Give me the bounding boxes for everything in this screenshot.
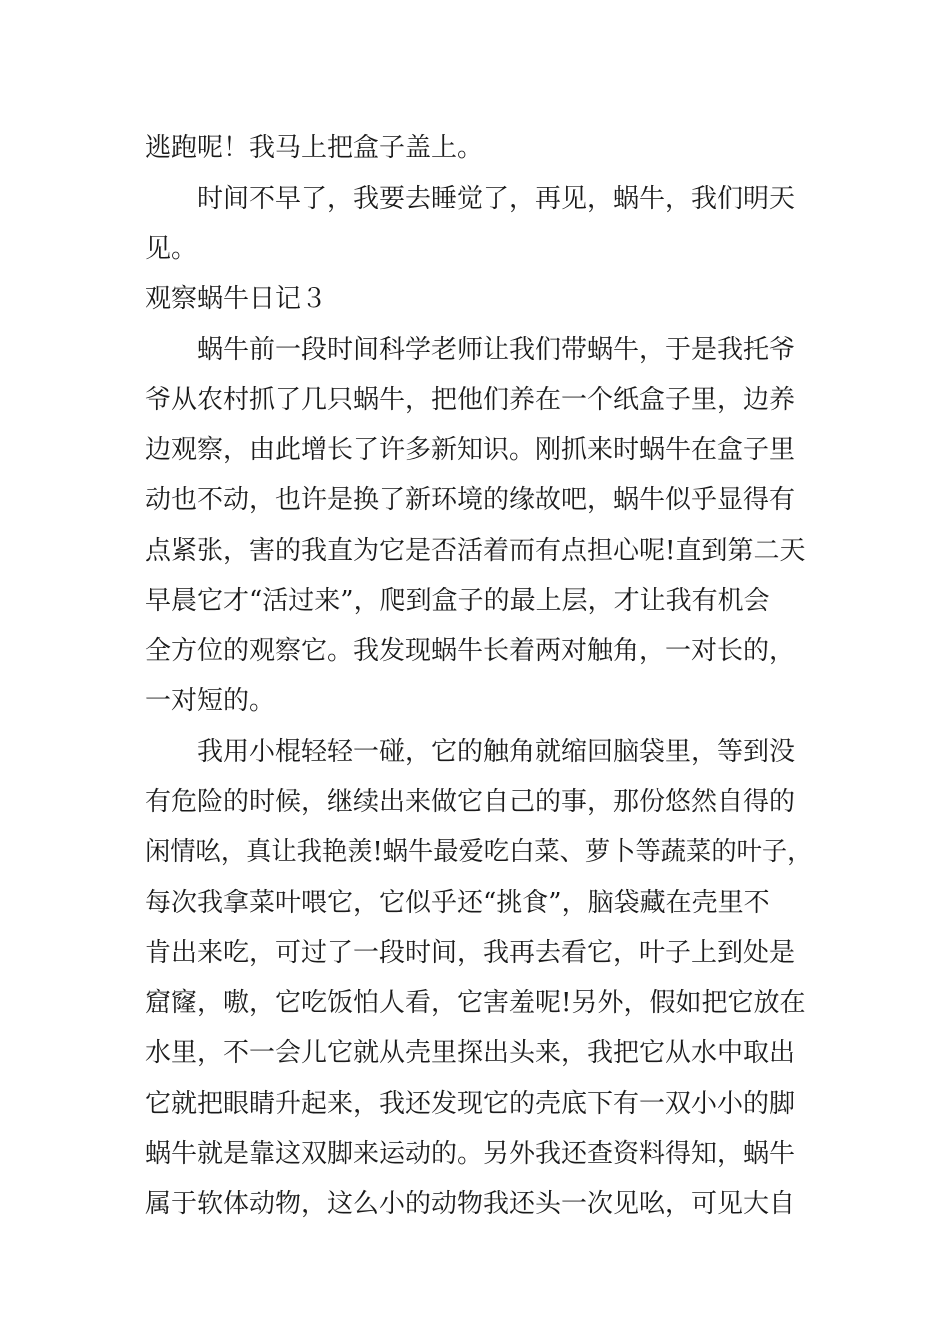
- text-line: 一对短的。: [145, 686, 276, 716]
- text-line: 全方位的观察它。我发现蜗牛长着两对触角，一对长的，: [145, 636, 796, 666]
- text-line: 点紧张，害的我直为它是否活着而有点担心呢!直到第二天: [145, 536, 806, 566]
- section-heading: 观察蜗牛日记３: [145, 284, 328, 314]
- text-line: 蜗牛就是靠这双脚来运动的。另外我还查资料得知，蜗牛: [145, 1139, 796, 1169]
- paragraph-first-line: 时间不早了，我要去睡觉了，再见，蜗牛，我们明天: [197, 184, 796, 214]
- paragraph-first-line: 蜗牛前一段时间科学老师让我们带蜗牛，于是我托爷: [197, 335, 796, 365]
- text-line: 见。: [145, 234, 198, 264]
- text-line: 它就把眼睛升起来，我还发现它的壳底下有一双小小的脚: [145, 1089, 796, 1119]
- text-line: 属于软体动物，这么小的动物我还头一次见吆，可见大自: [145, 1189, 796, 1219]
- text-line: 逃跑呢！我马上把盒子盖上。: [145, 133, 484, 163]
- text-line: 水里，不一会儿它就从壳里探出头来，我把它从水中取出: [145, 1038, 796, 1068]
- text-line: 早晨它才“活过来”，爬到盒子的最上层，才让我有机会: [145, 586, 770, 616]
- text-line: 每次我拿菜叶喂它，它似乎还“挑食”，脑袋藏在壳里不: [145, 888, 770, 918]
- text-line: 有危险的时候，继续出来做它自己的事，那份悠然自得的: [145, 787, 796, 817]
- text-line: 爷从农村抓了几只蜗牛，把他们养在一个纸盒子里，边养: [145, 385, 796, 415]
- text-line: 动也不动，也许是换了新环境的缘故吧，蜗牛似乎显得有: [145, 485, 796, 515]
- text-line: 边观察，由此增长了许多新知识。刚抓来时蜗牛在盒子里: [145, 435, 796, 465]
- text-line: 肯出来吃，可过了一段时间，我再去看它，叶子上到处是: [145, 938, 796, 968]
- text-line: 窟窿，嗷，它吃饭怕人看，它害羞呢!另外，假如把它放在: [145, 988, 806, 1018]
- paragraph-first-line: 我用小棍轻轻一碰，它的触角就缩回脑袋里，等到没: [197, 737, 796, 767]
- text-line: 闲情吆，真让我艳羡!蜗牛最爱吃白菜、萝卜等蔬菜的叶子，: [145, 837, 813, 867]
